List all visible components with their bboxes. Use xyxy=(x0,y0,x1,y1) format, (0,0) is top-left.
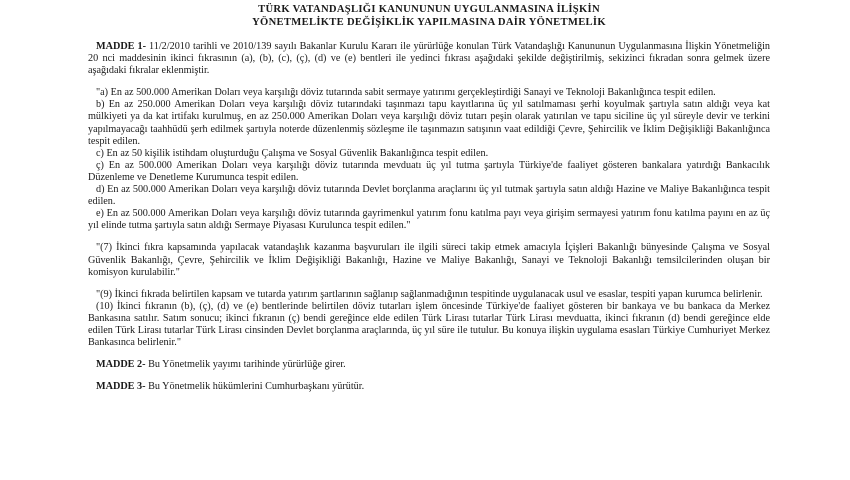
document-title xyxy=(88,4,770,29)
bent-c: c) En az 50 kişilik istihdam oluşturduğu Çalışma ve Sosyal Güvenlik Bakanlığınca tespit edilen. xyxy=(96,147,489,159)
madde-3-block xyxy=(88,381,770,393)
fikra-9: "(9) İkinci fıkrada belirtilen kapsam ve tutarda yatırım şartlarının sağlanıp sağlanmadığının tespitinde uygulanacak usul ve esaslar, tespiti yapan kurumca belirlenir. xyxy=(96,288,763,300)
bent-b: b) En az 250.000 Amerikan Doları veya karşılığı döviz tutarındaki taşınmazı tapu kayıtlarına üç yıl satılmaması şerhi koyulmak şartıyla satın aldığı veya kat mülkiyeti ya da kat irtifakı kurulmuş, en az 250.000 Amerikan Doları veya karşılığı döviz tutarı peşin olarak yatırılan ve tapu siciline üç yıl süreyle devir ve terkini yapılmayacağı taahhüdü şerh edilmek şartıyla noterde düzenlenmiş sözleşme ile taşınmazın satışının vaat edildiği Çevre, Şehircilik ve İklim Değişikliği Bakanlığınca tespit edilen. xyxy=(88,99,770,147)
madde-2-paragraph xyxy=(88,359,770,371)
madde-3-paragraph xyxy=(88,381,770,393)
document-page xyxy=(88,4,770,393)
madde-1-text: 11/2/2010 tarihli ve 2010/139 sayılı Bakanlar Kurulu Kararı ile yürürlüğe konulan Türk Vatandaşlığı Kanununun Uygulanmasına İlişkin Yönetmeliğin 20 nci maddesinin ikinci fıkrasının (a), (b), (c), (ç), (d) ve (e) bentleri ile yedinci fıkrası aşağıdaki şekilde değiştirilmiş, sekizinci fıkradan sonra gelmek üzere aşağıdaki fıkralar eklenmiştir. xyxy=(88,41,771,77)
madde-2-label: MADDE 2- xyxy=(96,359,146,371)
madde-2-block xyxy=(88,359,770,371)
madde-3-label: MADDE 3- xyxy=(96,381,146,393)
madde-2-text: Bu Yönetmelik yayımı tarihinde yürürlüğe girer. xyxy=(148,359,346,371)
bent-a: "a) En az 500.000 Amerikan Doları veya karşılığı döviz tutarında sabit sermaye yatırımı gerçekleştirdiği Sanayi ve Teknoloji Bakanlığınca tespit edilen. xyxy=(96,87,716,99)
madde-1-paragraph xyxy=(88,41,770,77)
fikra-7: "(7) İkinci fıkra kapsamında yapılacak vatandaşlık kazanma başvuruları ile ilgili süreci takip etmek amacıyla İçişleri Bakanlığı bünyesinde Çalışma ve Sosyal Güvenlik Bakanlığı, Çevre, Şehircilik ve İklim Değişikliği Bakanlığı, Hazine ve Maliye Bakanlığı, Sanayi ve Teknoloji Bakanlığı temsilcilerinden oluşan bir komisyon kurulabilir." xyxy=(88,242,770,278)
bent-d: d) En az 500.000 Amerikan Doları veya karşılığı döviz tutarında Devlet borçlanma araçlarını üç yıl tutmak şartıyla satın aldığı Hazine ve Maliye Bakanlığınca tespit edilen. xyxy=(88,184,770,208)
madde-3-text: Bu Yönetmelik hükümlerini Cumhurbaşkanı yürütür. xyxy=(148,381,365,393)
title-line-2: YÖNETMELİKTE DEĞİŞİKLİK YAPILMASINA DAİR YÖNETMELİK xyxy=(252,16,606,28)
fikra-7-block xyxy=(88,242,770,278)
title-line-1: TÜRK VATANDAŞLIĞI KANUNUNUN UYGULANMASINA İLİŞKİN xyxy=(258,4,600,15)
fikra-10: (10) İkinci fıkranın (b), (ç), (d) ve (e) bentlerinde belirtilen döviz tutarları işlem öncesinde Türkiye'de faaliyet gösteren bir bankaya ve bu bankaca da Merkez Bankasına satılır. Satım sonucu; ikinci fıkranın (ç) bendi gereğince elde edilen Türk Lirası tutarlar Türk Lirası mevduatta, ikinci fıkranın (d) bendi gereğince elde edilen Türk Lirası tutarlar Türk Lirası cinsinden Devlet borçlanma araçlarında, üç yıl süre ile tutulur. Bu konuya ilişkin uygulama esasları Türkiye Cumhuriyet Merkez Bankasınca belirlenir." xyxy=(88,300,770,349)
bentler-block xyxy=(88,87,770,232)
fikra-9-10-block xyxy=(88,289,770,349)
madde-1-label: MADDE 1- xyxy=(96,41,146,52)
bent-cc: ç) En az 500.000 Amerikan Doları veya karşılığı döviz tutarında mevduatı üç yıl tutma şartıyla Türkiye'de faaliyet gösteren bankalara yatırdığı Bankacılık Düzenleme ve Denetleme Kurumunca tespit edilen. xyxy=(88,159,770,183)
bent-e: e) En az 500.000 Amerikan Doları veya karşılığı döviz tutarında gayrimenkul yatırım fonu katılma payı veya girişim sermayesi yatırım fonu katılma payını en az üç yıl elinde tutma şartıyla satın aldığı Sermaye Piyasası Kurulunca tespit edilen." xyxy=(88,208,770,232)
